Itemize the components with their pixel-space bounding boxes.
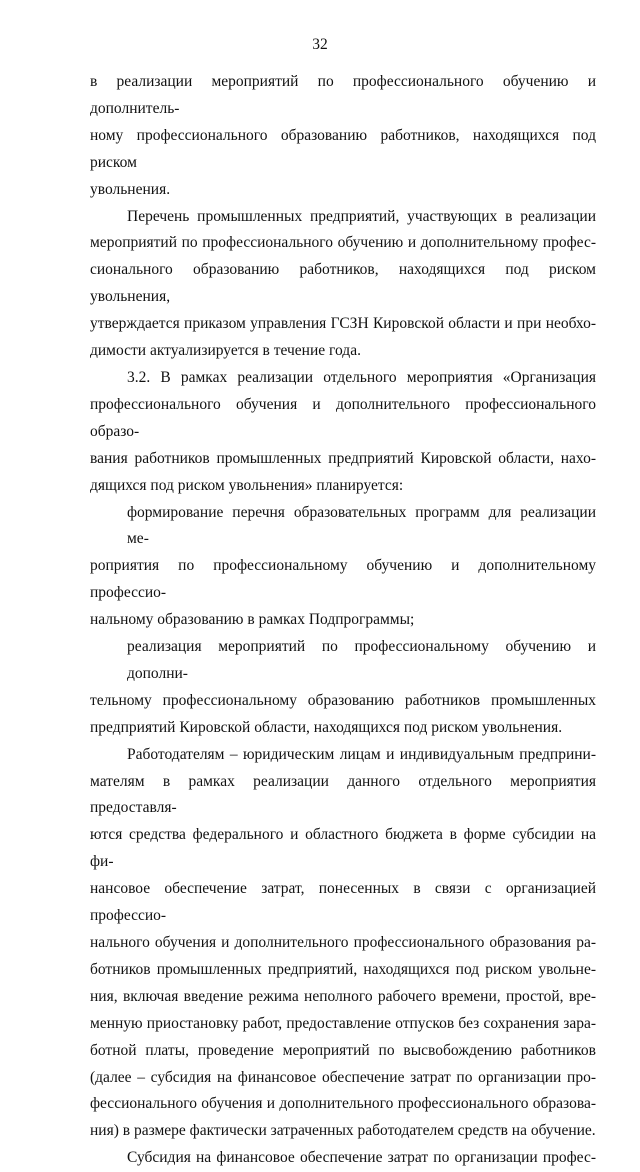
text-line: мателям в рамках реализации данного отдельного мероприятия предоставля-: [90, 772, 596, 817]
text-line: менную приостановку работ, предоставление отпусков без сохранения зара-: [90, 1014, 596, 1032]
text-line: ботной платы, проведение мероприятий по высвобождению работников: [90, 1041, 596, 1059]
text-line: Перечень промышленных предприятий, участвующих в реализации: [127, 207, 596, 225]
text-line: мероприятий по профессионального обучению и дополнительному профес-: [90, 234, 596, 252]
text-line: профессионального обучения и дополнительного профессионального образо-: [90, 395, 596, 440]
text-line: ния) в размере фактически затраченных работодателем средств на обучение.: [90, 1122, 596, 1140]
text-line: фессионального обучения и дополнительного профессионального образова-: [90, 1095, 596, 1113]
text-line: ному профессионального образованию работников, находящихся под риском: [90, 126, 596, 171]
text-line: Субсидия на финансовое обеспечение затрат по организации профес-: [127, 1149, 596, 1167]
text-line: Работодателям – юридическим лицам и индивидуальным предприни-: [127, 745, 596, 763]
text-line: ются средства федерального и областного бюджета в форме субсидии на фи-: [90, 826, 596, 871]
text-line: роприятия по профессиональному обучению и дополнительному профессио-: [90, 557, 596, 602]
text-line: ботников промышленных предприятий, находящихся под риском увольне-: [90, 960, 596, 978]
text-line: предприятий Кировской области, находящихся под риском увольнения.: [90, 718, 563, 736]
text-line: сионального образованию работников, находящихся под риском увольнения,: [90, 261, 596, 306]
text-line: дящихся под риском увольнения» планируется:: [90, 476, 404, 494]
text-line: (далее – субсидия на финансовое обеспечение затрат по организации про-: [90, 1068, 596, 1086]
text-line: увольнения.: [90, 180, 171, 198]
text-line: реализация мероприятий по профессиональному обучению и дополни-: [127, 638, 596, 682]
text-line: 3.2. В рамках реализации отдельного мероприятия «Организация: [127, 368, 596, 386]
page-number: 32: [312, 36, 328, 53]
text-line: в реализации мероприятий по профессионального обучению и дополнитель-: [90, 73, 596, 117]
text-line: нальному образованию в рамках Подпрограммы;: [90, 611, 415, 629]
text-line: утверждается приказом управления ГСЗН Кировской области и при необхо-: [90, 315, 596, 333]
text-line: формирование перечня образовательных программ для реализации ме-: [127, 503, 596, 548]
text-line: нального обучения и дополнительного профессионального образования ра-: [90, 934, 596, 951]
text-line: димости актуализируется в течение года.: [90, 342, 361, 360]
text-line: тельному профессиональному образованию работников промышленных: [90, 691, 596, 709]
text-line: ния, включая введение режима неполного рабочего времени, простой, вре-: [90, 987, 596, 1005]
body-text: [90, 69, 596, 1172]
text-line: вания работников промышленных предприятий Кировской области, нахо-: [90, 449, 596, 467]
text-line: нансовое обеспечение затрат, понесенных в связи с организацией профессио-: [90, 880, 596, 925]
